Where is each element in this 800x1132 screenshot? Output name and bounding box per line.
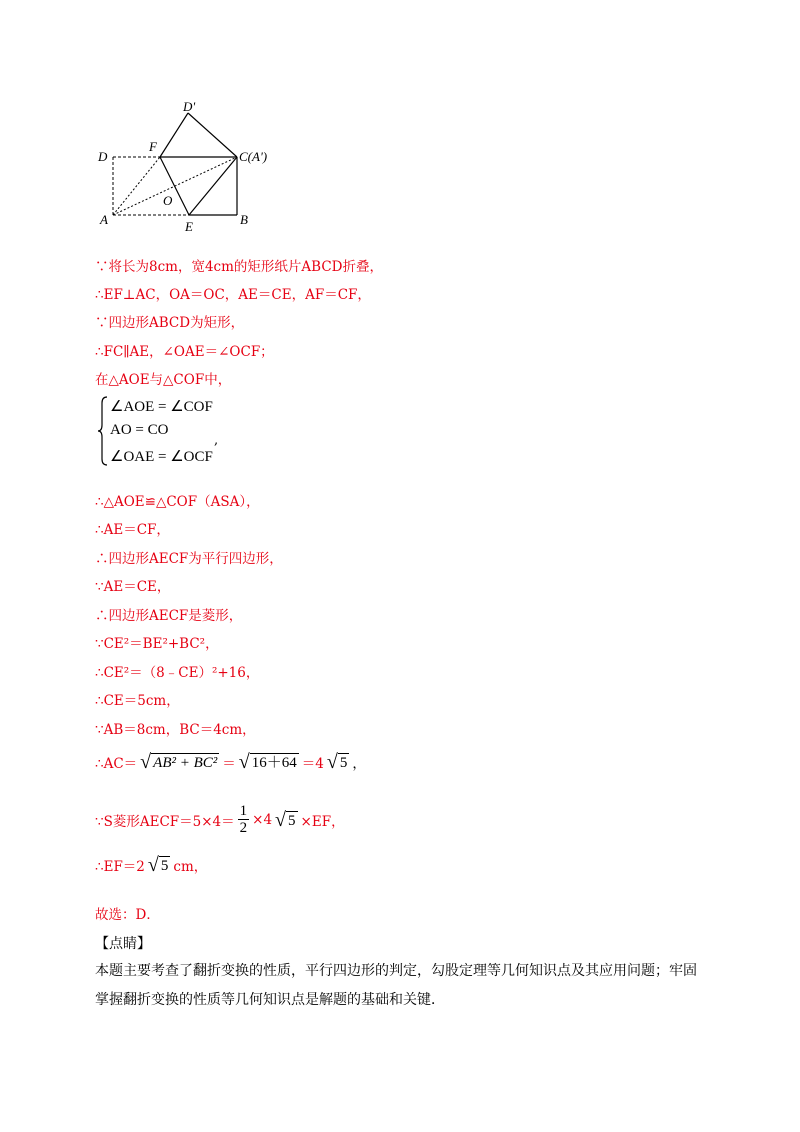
frac-den: 2: [239, 820, 248, 836]
solution-line-7: ∴AE＝CF，: [95, 522, 170, 538]
sqrt-5-c: √ 5: [147, 854, 169, 876]
radicand-16-64: 16＋64: [251, 755, 297, 771]
solution-line-3: ∵四边形ABCD为矩形，: [95, 315, 245, 331]
sqrt-5-a: √ 5: [326, 751, 348, 773]
radicand-5-c: 5: [160, 858, 169, 874]
solution-line-10: ∴四边形AECF是菱形，: [95, 608, 243, 624]
solution-line-16: [95, 803, 345, 836]
label-F: F: [149, 139, 157, 154]
frac-num: 1: [239, 803, 248, 819]
sqrt-ab-bc: √ AB² + BC²: [140, 751, 218, 773]
label-D-prime: D': [183, 99, 196, 114]
solution-line-8: ∴四边形AECF为平行四边形，: [95, 551, 283, 567]
solution-line-5: 在△AOE与△COF中，: [95, 372, 232, 388]
eq-sign-1: ＝: [222, 756, 236, 772]
line16-end: ×EF，: [300, 813, 345, 830]
system-row-1: ∠AOE = ∠COF: [110, 399, 213, 415]
radicand-5-b: 5: [288, 812, 296, 829]
solution-line-1: ∵将长为8cm，宽4cm的矩形纸片ABCD折叠，: [95, 259, 383, 275]
label-C: C(A'): [239, 149, 268, 164]
line15-end: ，: [352, 756, 366, 772]
area-prefix: ∵S菱形AECF＝5×4＝: [95, 813, 235, 830]
label-D: D: [98, 149, 108, 164]
edge-AF: [113, 157, 160, 215]
comment-title: 【点睛】: [95, 936, 151, 952]
answer-line: 故选：D．: [95, 907, 160, 923]
ef-prefix: ∴EF＝2: [95, 859, 145, 875]
left-brace-icon: [98, 395, 108, 467]
sqrt-16-64: √ 16＋64: [238, 751, 297, 773]
solution-line-9: ∵AE＝CE，: [95, 579, 171, 595]
label-O: O: [163, 193, 173, 208]
solution-line-17: [95, 855, 207, 875]
edge-D'C: [188, 113, 237, 157]
label-E: E: [185, 219, 193, 234]
fold-diagram: [92, 100, 292, 235]
system-comma: ,: [214, 433, 219, 448]
solution-line-14: ∵AB＝8cm，BC＝4cm，: [95, 722, 256, 738]
solution-line-6: ∴△AOE≌△COF（ASA），: [95, 494, 260, 510]
eq-sign-2: ＝4: [301, 756, 324, 772]
system-row-3: ∠OAE = ∠OCF: [110, 449, 213, 465]
ac-prefix: ∴AC＝: [95, 756, 138, 772]
edge-FD': [160, 113, 188, 157]
solution-line-4: ∴FC∥AE，∠OAE＝∠OCF；: [95, 344, 274, 360]
solution-line-13: ∴CE＝5cm，: [95, 693, 180, 709]
edge-EC: [189, 157, 237, 215]
equation-system: [98, 395, 228, 467]
times-4: ×4: [252, 811, 273, 828]
radicand-5-a: 5: [339, 755, 348, 771]
solution-line-15: [95, 752, 366, 772]
solution-line-11: ∵CE²＝BE²+BC²，: [95, 636, 219, 652]
comment-paragraph-2: 掌握翻折变换的性质等几何知识点是解题的基础和关键．: [95, 992, 445, 1008]
system-row-2: AO = CO: [110, 422, 169, 438]
solution-line-2: ∴EF⊥AC，OA＝OC，AE＝CE，AF＝CF，: [95, 287, 371, 303]
radicand-ab-bc: AB² + BC²: [153, 755, 218, 771]
fraction-half: [238, 803, 250, 836]
label-B: B: [240, 212, 248, 227]
comment-paragraph-1: 本题主要考查了翻折变换的性质，平行四边形的判定，勾股定理等几何知识点及其应用问题；牢固: [95, 963, 697, 979]
line17-end: cm，: [173, 859, 208, 875]
label-A: A: [100, 212, 108, 227]
geometry-figure: [92, 100, 292, 235]
sqrt-5-b: √ 5: [275, 808, 296, 831]
solution-line-12: ∴CE²＝（8﹣CE）²+16，: [95, 665, 260, 681]
